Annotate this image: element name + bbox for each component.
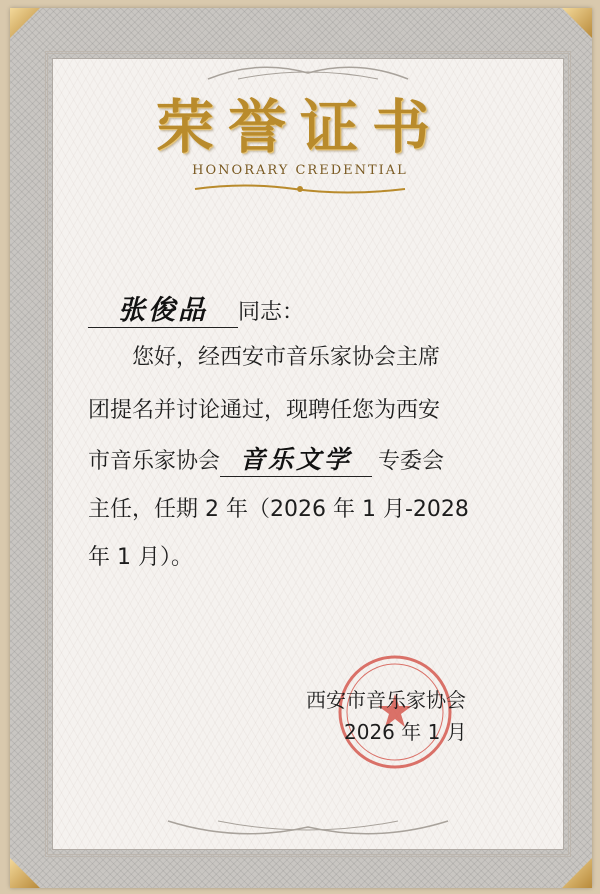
body-line-1: 您好，经西安市音乐家协会主席: [132, 345, 441, 370]
gold-corner-top-left: [10, 8, 40, 38]
salutation-line: [88, 288, 304, 328]
recipient-name: 张俊品: [88, 288, 238, 328]
certificate-subtitle: HONORARY CREDENTIAL: [192, 163, 408, 178]
bottom-ornament-icon: [158, 817, 458, 843]
title-flourish-icon: [190, 182, 410, 196]
gold-corner-bottom-right: [562, 858, 592, 888]
gold-corner-top-right: [562, 8, 592, 38]
issuer-name: 西安市音乐家协会: [306, 688, 466, 712]
gold-corner-bottom-left: [10, 858, 40, 888]
committee-name: 音乐文学: [220, 440, 372, 477]
salutation-suffix: 同志：: [238, 300, 305, 325]
body-line-3-suffix: 专委会: [378, 449, 445, 474]
issue-date: 2026 年 1 月: [344, 720, 467, 744]
body-line-2: 团提名并讨论通过，现聘任您为西安: [88, 398, 441, 423]
body-line-3-prefix: 市音乐家协会: [88, 449, 221, 474]
certificate-title: 荣誉证书: [155, 93, 444, 161]
body-line-4: 主任，任期 2 年（2026 年 1 月-2028: [88, 497, 469, 522]
body-line-5: 年 1 月）。: [88, 545, 193, 570]
body-line-3: [88, 440, 444, 477]
